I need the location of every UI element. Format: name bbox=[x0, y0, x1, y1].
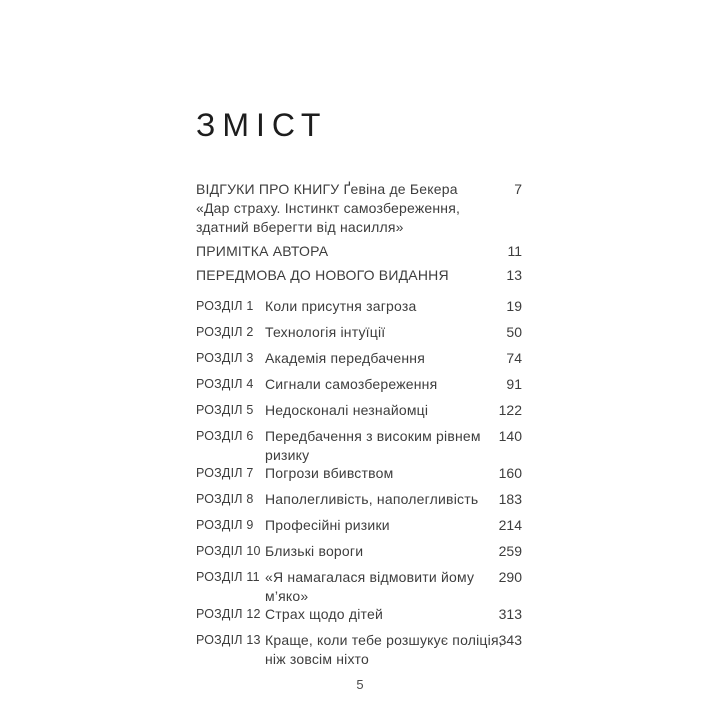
chapter-page-number: 160 bbox=[498, 465, 522, 481]
chapter-list bbox=[196, 297, 522, 669]
page-number: 5 bbox=[356, 677, 364, 692]
chapter-page-number: 343 bbox=[498, 632, 522, 648]
chapter-label: РОЗДІЛ 1 bbox=[196, 299, 254, 313]
chapter-label: РОЗДІЛ 2 bbox=[196, 325, 254, 339]
chapter-entry bbox=[196, 375, 522, 394]
chapter-title-line: м’яко» bbox=[265, 588, 309, 604]
front-matter-entry-text bbox=[196, 266, 482, 285]
chapter-title-line: Академія передбачення bbox=[265, 350, 426, 366]
chapter-title-line: Близькі вороги bbox=[265, 543, 364, 559]
chapter-title-line: Передбачення з високим рівнем bbox=[265, 428, 481, 444]
front-matter-line: ПРИМІТКА АВТОРА bbox=[196, 243, 329, 259]
chapter-label: РОЗДІЛ 5 bbox=[196, 403, 254, 417]
chapter-title-line: Сигнали самозбереження bbox=[265, 376, 438, 392]
chapter-entry bbox=[196, 568, 522, 606]
chapter-label: РОЗДІЛ 11 bbox=[196, 570, 260, 584]
chapter-title bbox=[265, 375, 482, 394]
chapter-entry bbox=[196, 401, 522, 420]
chapter-label: РОЗДІЛ 9 bbox=[196, 518, 254, 532]
chapter-label: РОЗДІЛ 6 bbox=[196, 429, 254, 443]
chapter-title-line: ніж зовсім ніхто bbox=[265, 651, 369, 667]
chapter-title-line: «Я намагалася відмовити йому bbox=[265, 569, 475, 585]
chapter-label: РОЗДІЛ 12 bbox=[196, 607, 261, 621]
front-matter-entry bbox=[196, 180, 522, 237]
chapter-entry bbox=[196, 490, 522, 509]
chapter-title bbox=[265, 542, 482, 561]
chapter-entry bbox=[196, 464, 522, 483]
chapter-title-line: Професійні ризики bbox=[265, 517, 390, 533]
chapter-title bbox=[265, 605, 482, 624]
front-matter-line: здатний вберегти від насилля» bbox=[196, 219, 404, 235]
chapter-label: РОЗДІЛ 3 bbox=[196, 351, 254, 365]
chapter-title bbox=[265, 427, 482, 465]
chapter-title-line: Технологія інтуїції bbox=[265, 324, 386, 340]
chapter-title bbox=[265, 631, 503, 669]
chapter-entry bbox=[196, 516, 522, 535]
chapter-title bbox=[265, 568, 482, 606]
chapter-page-number: 313 bbox=[498, 606, 522, 622]
chapter-page-number: 183 bbox=[498, 491, 522, 507]
chapter-entry bbox=[196, 297, 522, 316]
chapter-title bbox=[265, 516, 482, 535]
chapter-title-line: Страх щодо дітей bbox=[265, 606, 384, 622]
chapter-title-line: Погрози вбивством bbox=[265, 465, 394, 481]
front-matter-entry bbox=[196, 266, 522, 285]
chapter-title bbox=[265, 490, 482, 509]
chapter-label: РОЗДІЛ 13 bbox=[196, 633, 261, 647]
chapter-page-number: 122 bbox=[498, 402, 522, 418]
page-title: ЗМІСТ bbox=[196, 107, 328, 143]
chapter-entry bbox=[196, 542, 522, 561]
front-matter-list bbox=[196, 180, 522, 285]
chapter-title bbox=[265, 323, 482, 342]
chapter-entry bbox=[196, 605, 522, 624]
chapter-label: РОЗДІЛ 10 bbox=[196, 544, 261, 558]
chapter-page-number: 140 bbox=[498, 428, 522, 444]
chapter-page-number: 50 bbox=[506, 324, 522, 340]
chapter-entry bbox=[196, 323, 522, 342]
entry-page-number: 7 bbox=[514, 181, 522, 197]
chapter-page-number: 290 bbox=[498, 569, 522, 585]
chapter-title-line: ризику bbox=[265, 447, 310, 463]
chapter-entry bbox=[196, 631, 522, 669]
chapter-page-number: 19 bbox=[506, 298, 522, 314]
chapter-title-line: Недосконалі незнайомці bbox=[265, 402, 429, 418]
entry-page-number: 11 bbox=[507, 243, 522, 259]
chapter-label: РОЗДІЛ 7 bbox=[196, 466, 254, 480]
chapter-page-number: 91 bbox=[506, 376, 522, 392]
front-matter-entry-text bbox=[196, 180, 482, 237]
chapter-title bbox=[265, 464, 482, 483]
chapter-title-line: Наполегливість, наполегливість bbox=[265, 491, 479, 507]
front-matter-line: «Дар страху. Інстинкт самозбереження, bbox=[196, 200, 461, 216]
chapter-page-number: 259 bbox=[498, 543, 522, 559]
chapter-entry bbox=[196, 427, 522, 465]
entry-page-number: 13 bbox=[506, 267, 522, 283]
front-matter-line: ПЕРЕДМОВА ДО НОВОГО ВИДАННЯ bbox=[196, 267, 449, 283]
chapter-label: РОЗДІЛ 4 bbox=[196, 377, 254, 391]
chapter-title-line: Краще, коли тебе розшукує поліція, bbox=[265, 632, 503, 648]
front-matter-entry bbox=[196, 242, 522, 261]
chapter-title bbox=[265, 401, 482, 420]
chapter-title bbox=[265, 297, 482, 316]
chapter-label: РОЗДІЛ 8 bbox=[196, 492, 254, 506]
front-matter-line: ВІДГУКИ ПРО КНИГУ Ґевіна де Бекера bbox=[196, 181, 458, 197]
chapter-title bbox=[265, 349, 482, 368]
front-matter-entry-text bbox=[196, 242, 482, 261]
chapter-entry bbox=[196, 349, 522, 368]
chapter-page-number: 74 bbox=[506, 350, 522, 366]
chapter-page-number: 214 bbox=[498, 517, 522, 533]
chapter-title-line: Коли присутня загроза bbox=[265, 298, 417, 314]
